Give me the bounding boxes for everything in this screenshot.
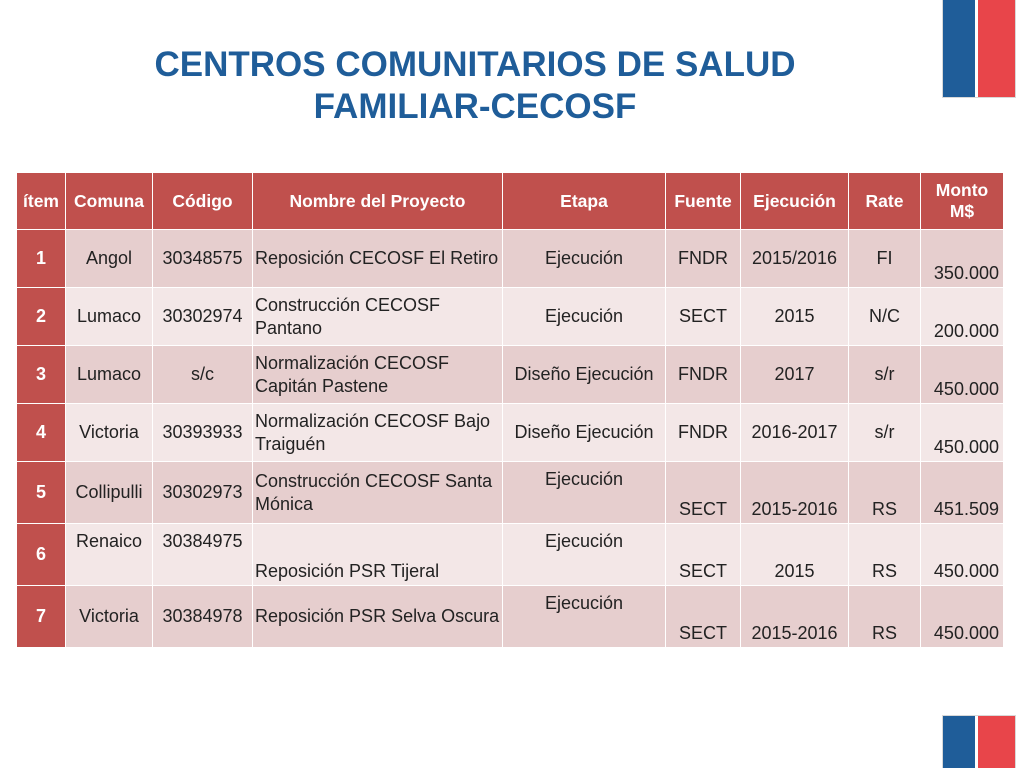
cell-rate: s/r (849, 404, 921, 462)
cell-fuente: FNDR (666, 404, 741, 462)
flag-red-stripe (978, 716, 1015, 768)
cell-ejecucion: 2015 (741, 288, 849, 346)
cell-codigo: s/c (153, 346, 253, 404)
cell-comuna: Lumaco (66, 288, 153, 346)
cell-ejecucion: 2015-2016 (741, 462, 849, 524)
cell-etapa: Ejecución (503, 230, 666, 288)
cell-ejecucion: 2016-2017 (741, 404, 849, 462)
cell-rate: s/r (849, 346, 921, 404)
header-ejecucion: Ejecución (741, 173, 849, 230)
cell-item: 2 (17, 288, 66, 346)
cell-rate: FI (849, 230, 921, 288)
cell-fuente: SECT (666, 586, 741, 648)
cell-monto: 450.000 (921, 404, 1004, 462)
cell-etapa: Diseño Ejecución (503, 346, 666, 404)
cell-fuente: SECT (666, 462, 741, 524)
cell-nombre: Normalización CECOSF Bajo Traiguén (253, 404, 503, 462)
header-nombre: Nombre del Proyecto (253, 173, 503, 230)
table-row (17, 230, 1004, 288)
flag-blue-stripe (943, 0, 978, 97)
cell-fuente: FNDR (666, 230, 741, 288)
cell-nombre: Construcción CECOSF Santa Mónica (253, 462, 503, 524)
cell-etapa: Diseño Ejecución (503, 404, 666, 462)
header-rate: Rate (849, 173, 921, 230)
cell-nombre: Reposición PSR Selva Oscura (253, 586, 503, 648)
cell-codigo: 30302973 (153, 462, 253, 524)
cell-comuna: Collipulli (66, 462, 153, 524)
cell-rate: N/C (849, 288, 921, 346)
cell-fuente: SECT (666, 288, 741, 346)
cell-codigo: 30348575 (153, 230, 253, 288)
page-title-line-2: FAMILIAR-CECOSF (313, 87, 637, 126)
projects-table (16, 172, 1004, 648)
table-row (17, 404, 1004, 462)
cell-item: 7 (17, 586, 66, 648)
header-codigo: Código (153, 173, 253, 230)
cell-etapa: Ejecución (503, 462, 666, 524)
table-row (17, 462, 1004, 524)
table-row (17, 524, 1004, 586)
cell-codigo: 30384975 (153, 524, 253, 586)
cell-etapa: Ejecución (503, 586, 666, 648)
page-title (60, 44, 890, 128)
cell-nombre: Normalización CECOSF Capitán Pastene (253, 346, 503, 404)
cell-comuna: Victoria (66, 586, 153, 648)
cell-rate: RS (849, 524, 921, 586)
cell-rate: RS (849, 462, 921, 524)
cell-codigo: 30393933 (153, 404, 253, 462)
header-fuente: Fuente (666, 173, 741, 230)
table-header-row (17, 173, 1004, 230)
header-etapa: Etapa (503, 173, 666, 230)
cell-item: 5 (17, 462, 66, 524)
header-item: ítem (17, 173, 66, 230)
table-row (17, 586, 1004, 648)
chile-flag-logo-icon (943, 0, 1015, 97)
cell-fuente: FNDR (666, 346, 741, 404)
cell-monto: 350.000 (921, 230, 1004, 288)
cell-ejecucion: 2015/2016 (741, 230, 849, 288)
cell-monto: 450.000 (921, 524, 1004, 586)
cell-monto: 200.000 (921, 288, 1004, 346)
cell-monto: 450.000 (921, 346, 1004, 404)
header-comuna: Comuna (66, 173, 153, 230)
cell-fuente: SECT (666, 524, 741, 586)
cell-codigo: 30384978 (153, 586, 253, 648)
header-monto: Monto M$ (921, 173, 1004, 230)
cell-item: 1 (17, 230, 66, 288)
cell-ejecucion: 2017 (741, 346, 849, 404)
cell-nombre: Construcción CECOSF Pantano (253, 288, 503, 346)
cell-rate: RS (849, 586, 921, 648)
cell-comuna: Angol (66, 230, 153, 288)
table-row (17, 346, 1004, 404)
cell-monto: 451.509 (921, 462, 1004, 524)
cell-item: 4 (17, 404, 66, 462)
cell-nombre: Reposición CECOSF El Retiro (253, 230, 503, 288)
chile-flag-footer-icon (943, 716, 1015, 768)
cell-item: 3 (17, 346, 66, 404)
flag-blue-stripe (943, 716, 978, 768)
cell-ejecucion: 2015 (741, 524, 849, 586)
cell-codigo: 30302974 (153, 288, 253, 346)
flag-red-stripe (978, 0, 1015, 97)
cell-monto: 450.000 (921, 586, 1004, 648)
cell-nombre: Reposición PSR Tijeral (253, 524, 503, 586)
cell-ejecucion: 2015-2016 (741, 586, 849, 648)
cell-comuna: Victoria (66, 404, 153, 462)
cell-comuna: Lumaco (66, 346, 153, 404)
cell-etapa: Ejecución (503, 524, 666, 586)
table-row (17, 288, 1004, 346)
cell-item: 6 (17, 524, 66, 586)
cell-etapa: Ejecución (503, 288, 666, 346)
cell-comuna: Renaico (66, 524, 153, 586)
page-title-line-1: CENTROS COMUNITARIOS DE SALUD (154, 45, 796, 84)
